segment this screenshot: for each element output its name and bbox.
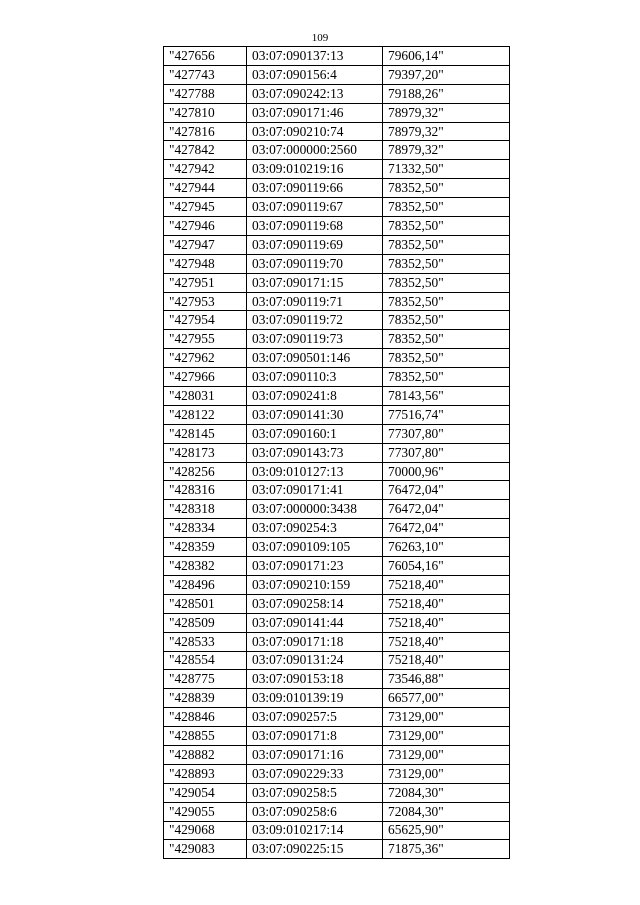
value-cell: 78352,50" [383,368,510,387]
cadastral-number-cell: 03:07:090210:74 [247,122,383,141]
record-number-cell: "427955 [164,330,247,349]
table-row [164,368,510,387]
cadastral-number-cell: 03:07:090119:69 [247,235,383,254]
table-row [164,330,510,349]
cadastral-number-cell: 03:07:090141:44 [247,613,383,632]
table-row [164,292,510,311]
value-cell: 76472,04" [383,500,510,519]
table-row [164,594,510,613]
cadastral-number-cell: 03:07:090171:41 [247,481,383,500]
record-number-cell: "428496 [164,575,247,594]
cadastral-number-cell: 03:07:000000:2560 [247,141,383,160]
record-number-cell: "427948 [164,254,247,273]
value-cell: 70000,96" [383,462,510,481]
record-number-cell: "428882 [164,745,247,764]
record-number-cell: "427946 [164,217,247,236]
table-row [164,689,510,708]
value-cell: 78352,50" [383,292,510,311]
cadastral-number-cell: 03:07:090171:18 [247,632,383,651]
cadastral-number-cell: 03:07:090254:3 [247,519,383,538]
value-cell: 78352,50" [383,330,510,349]
cadastral-number-cell: 03:07:090160:1 [247,424,383,443]
table-row [164,65,510,84]
table-row [164,84,510,103]
value-cell: 76054,16" [383,557,510,576]
table-row [164,235,510,254]
record-number-cell: "428122 [164,405,247,424]
value-cell: 79188,26" [383,84,510,103]
record-number-cell: "428145 [164,424,247,443]
record-number-cell: "428318 [164,500,247,519]
value-cell: 77307,80" [383,443,510,462]
registry-table [163,46,510,859]
value-cell: 79397,20" [383,65,510,84]
record-number-cell: "427842 [164,141,247,160]
record-number-cell: "427951 [164,273,247,292]
table-row [164,745,510,764]
cadastral-number-cell: 03:07:090131:24 [247,651,383,670]
cadastral-number-cell: 03:07:090241:8 [247,387,383,406]
value-cell: 76472,04" [383,481,510,500]
value-cell: 66577,00" [383,689,510,708]
record-number-cell: "428509 [164,613,247,632]
record-number-cell: "427743 [164,65,247,84]
value-cell: 73129,00" [383,764,510,783]
table-row [164,557,510,576]
record-number-cell: "429083 [164,840,247,859]
record-number-cell: "428533 [164,632,247,651]
value-cell: 75218,40" [383,613,510,632]
table-row [164,217,510,236]
cadastral-number-cell: 03:07:090119:73 [247,330,383,349]
value-cell: 73129,00" [383,727,510,746]
table-row [164,727,510,746]
cadastral-number-cell: 03:07:090171:46 [247,103,383,122]
value-cell: 78352,50" [383,349,510,368]
cadastral-number-cell: 03:07:090110:3 [247,368,383,387]
value-cell: 77516,74" [383,405,510,424]
cadastral-number-cell: 03:07:090119:71 [247,292,383,311]
value-cell: 71332,50" [383,160,510,179]
page-number: 109 [311,32,329,44]
table-row [164,481,510,500]
table-row [164,670,510,689]
record-number-cell: "428855 [164,727,247,746]
cadastral-number-cell: 03:07:090258:6 [247,802,383,821]
table-row [164,462,510,481]
value-cell: 72084,30" [383,802,510,821]
table-row [164,764,510,783]
record-number-cell: "427788 [164,84,247,103]
table-row [164,387,510,406]
cadastral-number-cell: 03:07:090258:14 [247,594,383,613]
cadastral-number-cell: 03:07:090258:5 [247,783,383,802]
table-row [164,840,510,859]
value-cell: 78352,50" [383,217,510,236]
table-row [164,783,510,802]
value-cell: 75218,40" [383,632,510,651]
value-cell: 78352,50" [383,235,510,254]
value-cell: 78352,50" [383,198,510,217]
table-row [164,538,510,557]
cadastral-number-cell: 03:07:090225:15 [247,840,383,859]
cadastral-number-cell: 03:07:090171:8 [247,727,383,746]
value-cell: 78979,32" [383,122,510,141]
value-cell: 78352,50" [383,179,510,198]
cadastral-number-cell: 03:07:090119:70 [247,254,383,273]
cadastral-number-cell: 03:07:090242:13 [247,84,383,103]
value-cell: 78352,50" [383,311,510,330]
table-row [164,613,510,632]
record-number-cell: "427953 [164,292,247,311]
cadastral-number-cell: 03:07:090141:30 [247,405,383,424]
cadastral-number-cell: 03:07:090171:23 [247,557,383,576]
value-cell: 75218,40" [383,575,510,594]
record-number-cell: "427944 [164,179,247,198]
cadastral-number-cell: 03:07:090501:146 [247,349,383,368]
record-number-cell: "428316 [164,481,247,500]
record-number-cell: "428031 [164,387,247,406]
table-row [164,443,510,462]
value-cell: 75218,40" [383,594,510,613]
cadastral-number-cell: 03:09:010139:19 [247,689,383,708]
table-row [164,802,510,821]
table-row [164,519,510,538]
record-number-cell: "428775 [164,670,247,689]
registry-table-body [164,47,510,859]
cadastral-number-cell: 03:07:090153:18 [247,670,383,689]
cadastral-number-cell: 03:09:010219:16 [247,160,383,179]
value-cell: 79606,14" [383,47,510,66]
table-row [164,424,510,443]
value-cell: 78352,50" [383,254,510,273]
value-cell: 65625,90" [383,821,510,840]
record-number-cell: "427954 [164,311,247,330]
table-row [164,500,510,519]
cadastral-number-cell: 03:07:090171:15 [247,273,383,292]
value-cell: 78979,32" [383,141,510,160]
cadastral-number-cell: 03:07:090119:67 [247,198,383,217]
record-number-cell: "429055 [164,802,247,821]
record-number-cell: "427816 [164,122,247,141]
table-row [164,632,510,651]
cadastral-number-cell: 03:07:090143:73 [247,443,383,462]
table-row [164,575,510,594]
table-row [164,651,510,670]
value-cell: 75218,40" [383,651,510,670]
record-number-cell: "427656 [164,47,247,66]
cadastral-number-cell: 03:07:090109:105 [247,538,383,557]
value-cell: 78143,56" [383,387,510,406]
value-cell: 72084,30" [383,783,510,802]
record-number-cell: "427947 [164,235,247,254]
value-cell: 78979,32" [383,103,510,122]
table-row [164,103,510,122]
record-number-cell: "427942 [164,160,247,179]
value-cell: 78352,50" [383,273,510,292]
table-row [164,179,510,198]
cadastral-number-cell: 03:09:010127:13 [247,462,383,481]
value-cell: 73546,88" [383,670,510,689]
cadastral-number-cell: 03:09:010217:14 [247,821,383,840]
table-row [164,821,510,840]
record-number-cell: "428334 [164,519,247,538]
record-number-cell: "429054 [164,783,247,802]
table-row [164,122,510,141]
table-row [164,47,510,66]
cadastral-number-cell: 03:07:090119:66 [247,179,383,198]
value-cell: 73129,00" [383,745,510,764]
table-row [164,708,510,727]
value-cell: 76472,04" [383,519,510,538]
cadastral-number-cell: 03:07:090119:68 [247,217,383,236]
cadastral-number-cell: 03:07:090229:33 [247,764,383,783]
cadastral-number-cell: 03:07:090210:159 [247,575,383,594]
record-number-cell: "428256 [164,462,247,481]
cadastral-number-cell: 03:07:090171:16 [247,745,383,764]
record-number-cell: "427945 [164,198,247,217]
table-row [164,349,510,368]
record-number-cell: "427966 [164,368,247,387]
record-number-cell: "428359 [164,538,247,557]
table-row [164,160,510,179]
cadastral-number-cell: 03:07:090137:13 [247,47,383,66]
record-number-cell: "429068 [164,821,247,840]
table-row [164,141,510,160]
value-cell: 77307,80" [383,424,510,443]
value-cell: 71875,36" [383,840,510,859]
record-number-cell: "428501 [164,594,247,613]
record-number-cell: "427810 [164,103,247,122]
record-number-cell: "427962 [164,349,247,368]
table-row [164,198,510,217]
table-row [164,273,510,292]
record-number-cell: "428893 [164,764,247,783]
value-cell: 73129,00" [383,708,510,727]
cadastral-number-cell: 03:07:090119:72 [247,311,383,330]
value-cell: 76263,10" [383,538,510,557]
record-number-cell: "428839 [164,689,247,708]
table-row [164,311,510,330]
table-row [164,254,510,273]
record-number-cell: "428846 [164,708,247,727]
cadastral-number-cell: 03:07:090156:4 [247,65,383,84]
record-number-cell: "428382 [164,557,247,576]
record-number-cell: "428173 [164,443,247,462]
cadastral-number-cell: 03:07:000000:3438 [247,500,383,519]
table-row [164,405,510,424]
cadastral-number-cell: 03:07:090257:5 [247,708,383,727]
record-number-cell: "428554 [164,651,247,670]
